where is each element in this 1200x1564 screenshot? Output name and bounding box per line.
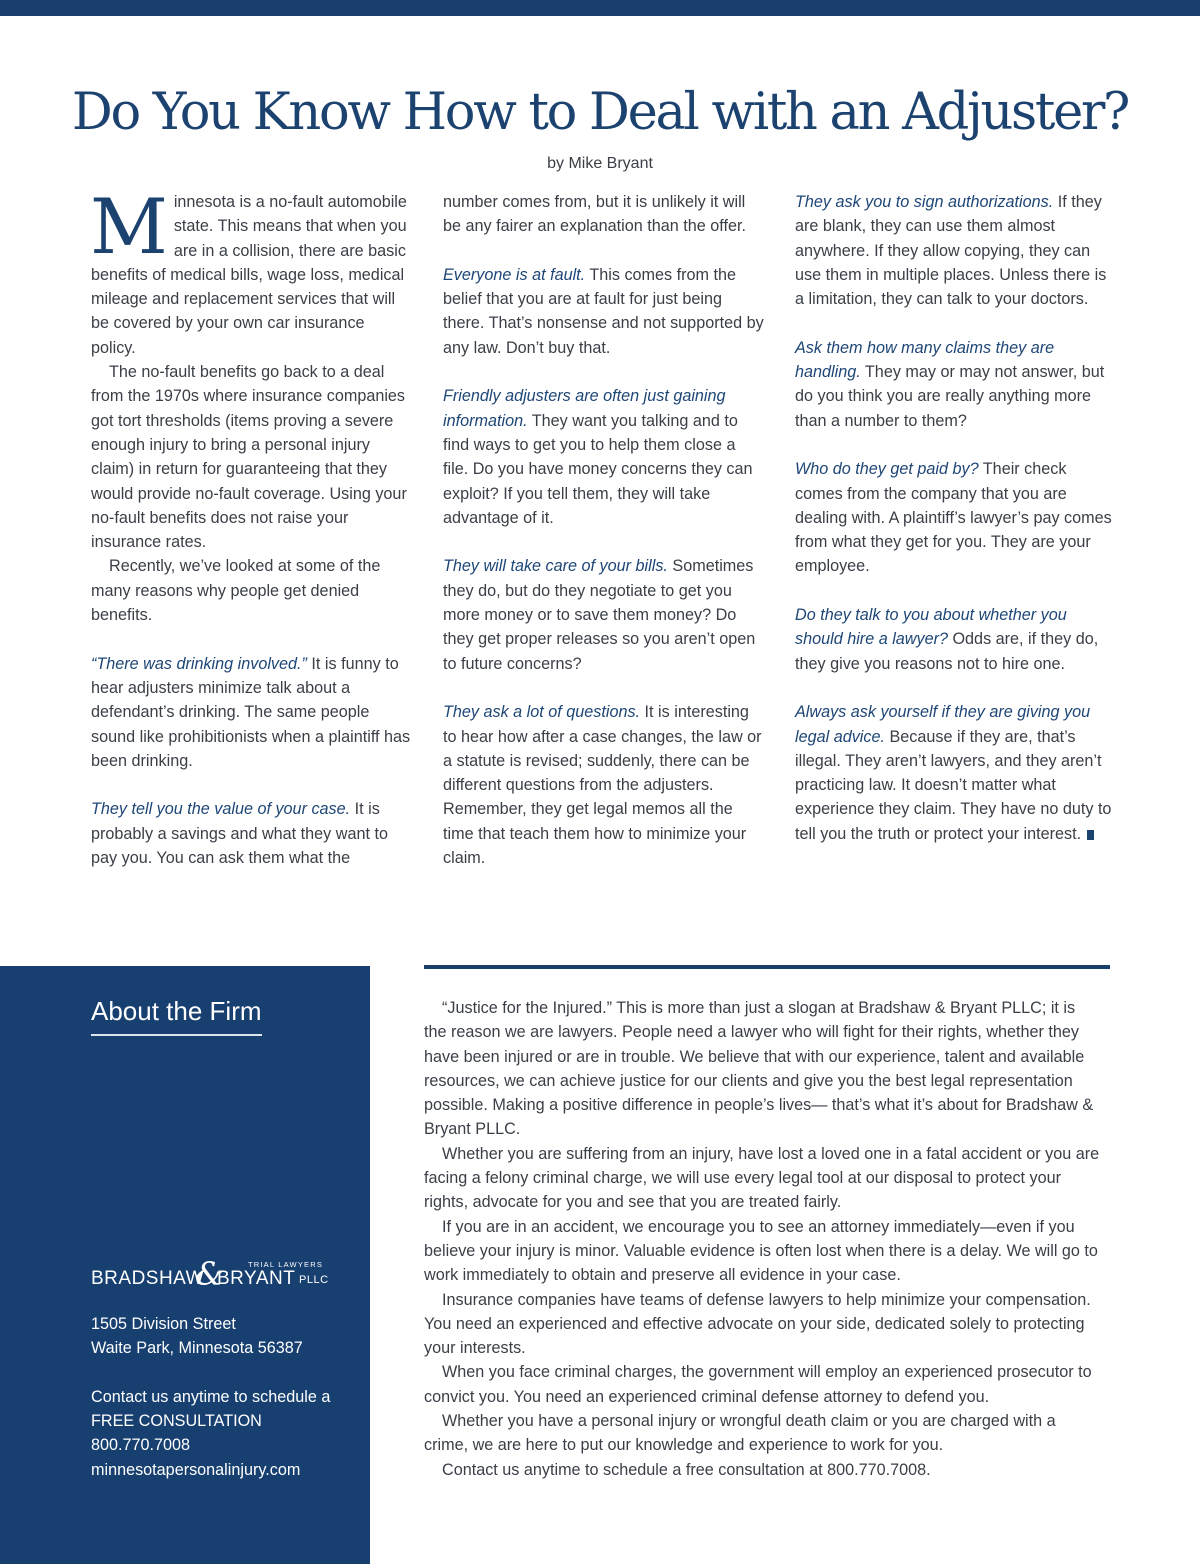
about-paragraph: When you face criminal charges, the government will employ an experienced prosecutor to convict you. You need an experienced criminal defense attorney to defend you. <box>424 1363 1092 1406</box>
point-lead: “There was drinking involved.” <box>91 654 307 673</box>
point-lead: Everyone is at fault. <box>443 265 586 284</box>
top-accent-bar <box>0 0 1200 16</box>
article-byline: by Mike Bryant <box>547 155 653 172</box>
intro-paragraph: Recently, we’ve looked at some of the many reasons why people get denied benefits. <box>91 557 381 625</box>
point-paragraph: They will take care of your bills. Sometimes they do, but do they negotiate to get you more money or to save them money? Do they get proper releases so you aren’t open to future concerns? <box>443 557 756 673</box>
point-paragraph: Friendly adjusters are often just gaining information. They want you talking and to find ways to get you to help them close a file. Do you have money concerns they can exploit? If you tell them, they will take advantage of it. <box>443 387 753 527</box>
point-lead: They ask a lot of questions. <box>443 703 641 722</box>
point-paragraph: Do they talk to you about whether you should hire a lawyer? Odds are, if they do, they give you reasons not to hire one. <box>795 606 1099 673</box>
about-paragraph: Insurance companies have teams of defense lawyers to help minimize your compensation. You need an experienced and effective advocate on your side, dedicated solely to protecting your interests. <box>424 1290 1091 1358</box>
logo-tagline: TRIAL LAWYERS <box>248 1260 324 1269</box>
article-column-1 <box>90 182 411 870</box>
article-column-3 <box>795 190 1115 846</box>
end-of-article-mark-icon <box>1087 830 1094 840</box>
address-line: Waite Park, Minnesota 56387 <box>91 1339 303 1358</box>
about-paragraph: If you are in an accident, we encourage you to see an attorney immediately—even if you believe your injury is minor. Valuable evidence is often lost when there is a delay. We will go to work immediately to obtain and preserve all evidence in your case. <box>424 1217 1098 1285</box>
logo-ampersand: & <box>195 1255 224 1293</box>
firm-contact-info <box>91 1312 361 1482</box>
about-paragraph: Whether you are suffering from an injury, have lost a loved one in a fatal accident or you are facing a felony criminal charge, we will use every legal tool at our disposal to protect your rights, advocate for you and see that you are treated fairly. <box>424 1144 1100 1212</box>
point-paragraph: They ask a lot of questions. It is interesting to hear how after a case changes, the law or a statute is revised; suddenly, there can be different questions from the adjusters. Remember, they get legal memos all the time that teach them how to minimize your claim. <box>443 703 762 868</box>
about-firm-panel <box>0 966 370 1564</box>
point-lead: They ask you to sign authorizations. <box>795 193 1054 211</box>
about-firm-text <box>424 996 1100 1482</box>
article-title: Do You Know How to Deal with an Adjuster? <box>71 83 1129 142</box>
point-paragraph: Who do they get paid by? Their check comes from the company that you are dealing with. A plaintiff’s lawyer’s pay comes from what they get for you. They are your employee. <box>795 460 1112 576</box>
logo-name-right: BRYANT <box>217 1268 296 1289</box>
firm-logo <box>91 1255 341 1293</box>
intro-paragraph: The no-fault benefits go back to a deal from the 1970s where insurance companies got tort thresholds (items proving a severe enough injury to bring a personal injury claim) in return for guaranteeing that they would provide no-fault coverage. Using your no-fault benefits does not raise your insurance rates. <box>91 363 407 552</box>
point-paragraph: “There was drinking involved.” It is funny to hear adjusters minimize talk about a defendant’s drinking. The same people sound like prohibitionists when a plaintiff has been drinking. <box>91 654 411 770</box>
about-heading: About the Firm <box>91 994 262 1036</box>
point-lead: Who do they get paid by? <box>795 460 979 479</box>
intro-paragraph: Minnesota is a no-fault automobile state. This means that when you are in a collision, there are basic benefits of medical bills, wage loss, medical mileage and replacement services that will be covered by your own car insurance policy. <box>90 182 407 357</box>
address-line: 1505 Division Street <box>91 1315 236 1333</box>
drop-cap: M <box>90 182 166 271</box>
point-lead: They will take care of your bills. <box>443 557 668 576</box>
point-paragraph: Everyone is at fault. This comes from the belief that you are at fault for just being there. That’s nonsense and not supported by any law. Don’t buy that. <box>443 265 764 357</box>
point-lead: They tell you the value of your case. <box>91 800 351 819</box>
about-paragraph: Whether you have a personal injury or wrongful death claim or you are charged with a crime, we are here to put our knowledge and experience to work for you. <box>424 1412 1056 1455</box>
website-link[interactable]: minnesotapersonalinjury.com <box>91 1460 301 1479</box>
section-divider <box>424 965 1110 969</box>
article-column-2 <box>443 190 765 870</box>
point-lead: Always ask yourself if they are giving you legal advice. <box>795 703 1091 746</box>
logo-name-left: BRADSHAW <box>91 1268 205 1289</box>
point-paragraph: Ask them how many claims they are handling. They may or may not answer, but do you think you are really anything more than a number to them? <box>795 338 1105 430</box>
about-paragraph: Contact us anytime to schedule a free consultation at 800.770.7008. <box>442 1460 931 1479</box>
logo-suffix: PLLC <box>299 1274 329 1286</box>
contact-line: FREE CONSULTATION <box>91 1412 262 1431</box>
point-lead: Ask them how many claims they are handling. <box>795 338 1055 382</box>
point-continuation: number comes from, but it is unlikely it will be any fairer an explanation than the offer. <box>443 193 746 236</box>
point-lead: Do they talk to you about whether you should hire a lawyer? <box>795 606 1067 649</box>
phone-number[interactable]: 800.770.7008 <box>91 1436 191 1455</box>
about-paragraph: “Justice for the Injured.” This is more than just a slogan at Bradshaw & Bryant PLLC; it is the reason we are lawyers. People need a lawyer who will fight for their rights, whether they have been injured or are in trouble. We believe that with our experience, talent and available resources, we can achieve justice for our clients and give you the best legal representation possible. Making a positive difference in people’s lives— that’s what it’s about for Bradshaw & Bryant PLLC. <box>424 999 1094 1139</box>
point-paragraph: Always ask yourself if they are giving you legal advice. Because if they are, that’s illegal. They aren’t lawyers, and they aren’t practicing law. It doesn’t matter what experience they claim. They have no duty to tell you the truth or protect your interest. <box>795 703 1112 843</box>
point-paragraph: They tell you the value of your case. It is probably a savings and what they want to pay you. You can ask them what the <box>91 800 388 868</box>
point-lead: Friendly adjusters are often just gaining information. <box>443 387 726 430</box>
contact-line: Contact us anytime to schedule a <box>91 1387 331 1406</box>
point-paragraph: They ask you to sign authorizations. If they are blank, they can use them almost anywhere. If they allow copying, they can use them in multiple places. Unless there is a limitation, they can talk to your doctors. <box>795 193 1107 309</box>
